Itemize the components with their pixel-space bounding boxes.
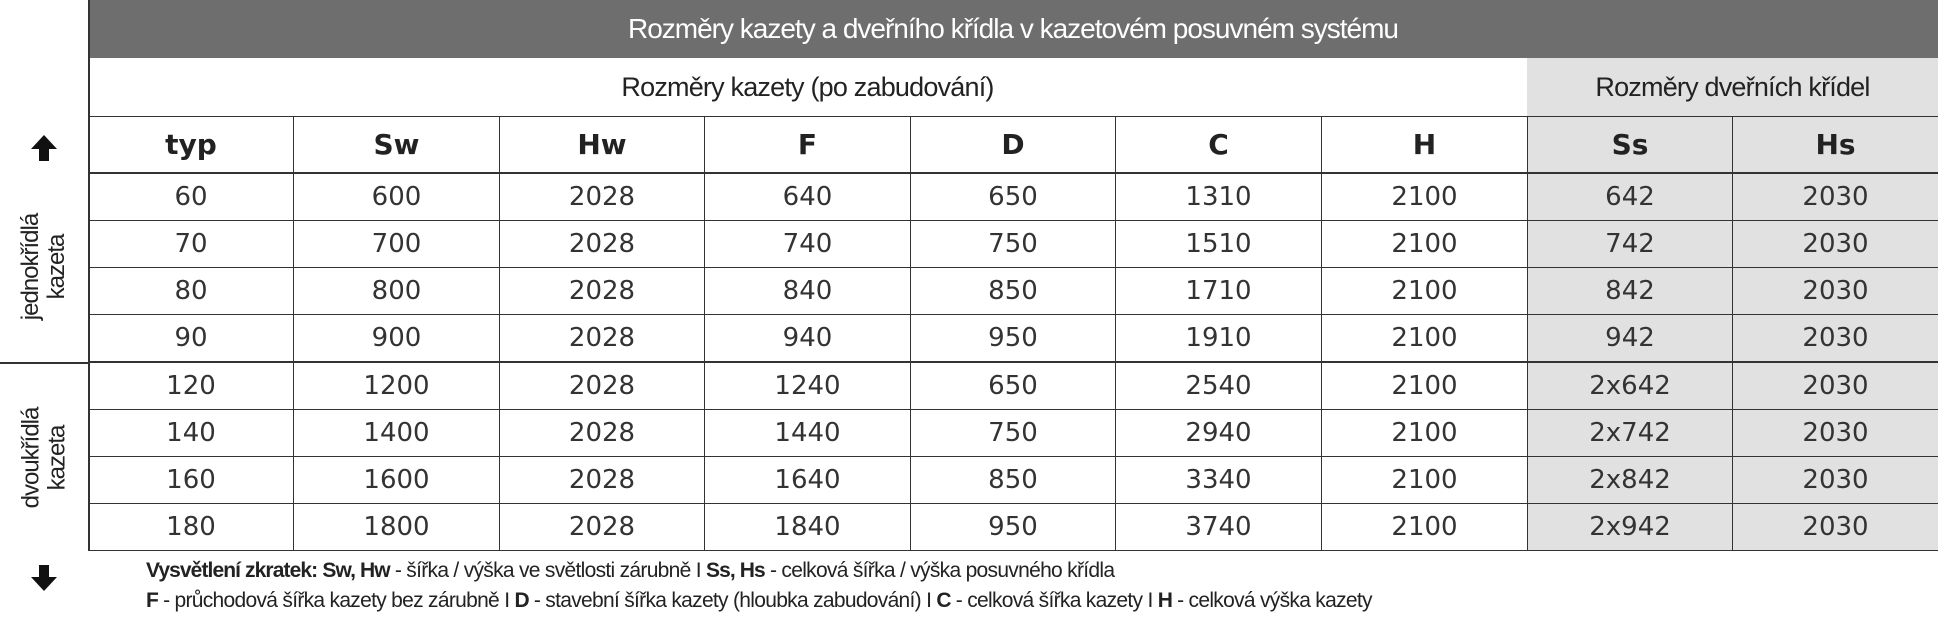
table-cell: 2028 bbox=[500, 410, 705, 457]
table-cell: 2028 bbox=[500, 504, 705, 551]
notes-separator: I bbox=[1147, 589, 1153, 612]
table-cell: 1710 bbox=[1116, 268, 1322, 315]
table-cell: 3740 bbox=[1116, 504, 1322, 551]
table-cell: 2100 bbox=[1322, 362, 1528, 410]
column-header-row bbox=[89, 117, 1938, 174]
table-cell: 2028 bbox=[500, 362, 705, 410]
table-cell: 2100 bbox=[1322, 268, 1528, 315]
table-cell: 2x742 bbox=[1528, 410, 1733, 457]
table-cell: 940 bbox=[705, 315, 911, 363]
table-cell: 1840 bbox=[705, 504, 911, 551]
table-cell: 2030 bbox=[1733, 362, 1938, 410]
column-header-ss: Ss bbox=[1528, 117, 1733, 174]
table-cell: 1910 bbox=[1116, 315, 1322, 363]
table-cell: 2030 bbox=[1733, 173, 1938, 221]
table-row bbox=[89, 504, 1938, 551]
group-label-single-line1: jednokřídlá bbox=[17, 213, 45, 321]
table-cell: 180 bbox=[89, 504, 294, 551]
table-cell: 160 bbox=[89, 457, 294, 504]
table-cell: 3340 bbox=[1116, 457, 1322, 504]
table-cell: 90 bbox=[89, 315, 294, 363]
table-cell: 1400 bbox=[294, 410, 500, 457]
table-cell: 950 bbox=[911, 315, 1116, 363]
group-label-single bbox=[0, 172, 88, 362]
table-cell: 950 bbox=[911, 504, 1116, 551]
notes-key-c: C bbox=[936, 589, 951, 612]
table-cell: 2030 bbox=[1733, 315, 1938, 363]
notes-key-ss-hs: Ss, Hs bbox=[706, 559, 765, 582]
table-cell: 1440 bbox=[705, 410, 911, 457]
group-label-double-line2: kazeta bbox=[43, 425, 71, 491]
notes-key-sw-hw: Sw, Hw bbox=[322, 559, 390, 582]
notes-text-f: - průchodová šířka kazety bez zárubně bbox=[163, 589, 500, 612]
table-cell: 1510 bbox=[1116, 221, 1322, 268]
table-cell: 640 bbox=[705, 173, 911, 221]
table-cell: 1600 bbox=[294, 457, 500, 504]
table-cell: 1310 bbox=[1116, 173, 1322, 221]
table-cell: 1800 bbox=[294, 504, 500, 551]
column-header-typ: typ bbox=[89, 117, 294, 174]
table-cell: 800 bbox=[294, 268, 500, 315]
table-cell: 70 bbox=[89, 221, 294, 268]
notes-key-d: D bbox=[514, 589, 529, 612]
notes-text-h: - celková výška kazety bbox=[1177, 589, 1372, 612]
table-cell: 2x642 bbox=[1528, 362, 1733, 410]
table-cell: 1240 bbox=[705, 362, 911, 410]
table-cell: 2940 bbox=[1116, 410, 1322, 457]
table-cell: 850 bbox=[911, 457, 1116, 504]
notes-line-1 bbox=[146, 556, 1926, 586]
table-row bbox=[89, 315, 1938, 363]
notes-separator: I bbox=[926, 589, 932, 612]
table-cell: 1200 bbox=[294, 362, 500, 410]
table-cell: 700 bbox=[294, 221, 500, 268]
group-label-double bbox=[0, 364, 88, 552]
table-cell: 140 bbox=[89, 410, 294, 457]
notes-line-2 bbox=[146, 586, 1926, 616]
table-cell: 80 bbox=[89, 268, 294, 315]
table-cell: 750 bbox=[911, 221, 1116, 268]
table-cell: 600 bbox=[294, 173, 500, 221]
table-row bbox=[89, 362, 1938, 410]
notes-text-sw-hw: - šířka / výška ve světlosti zárubně bbox=[394, 559, 691, 582]
notes-text-c: - celková šířka kazety bbox=[955, 589, 1143, 612]
table-cell: 750 bbox=[911, 410, 1116, 457]
notes-separator: I bbox=[695, 559, 701, 582]
table-cell: 2028 bbox=[500, 457, 705, 504]
dimensions-table bbox=[88, 116, 1938, 551]
table-row bbox=[89, 457, 1938, 504]
table-cell: 650 bbox=[911, 173, 1116, 221]
table-cell: 2030 bbox=[1733, 221, 1938, 268]
subheader-door-leaf-dimensions: Rozměry dveřních křídel bbox=[1527, 58, 1938, 116]
column-header-sw: Sw bbox=[294, 117, 500, 174]
table-cell: 120 bbox=[89, 362, 294, 410]
table-cell: 2030 bbox=[1733, 268, 1938, 315]
column-header-c: C bbox=[1116, 117, 1322, 174]
table-cell: 2028 bbox=[500, 221, 705, 268]
table-cell: 2030 bbox=[1733, 410, 1938, 457]
group-label-double-line1: dvoukřídlá bbox=[17, 407, 45, 509]
table-cell: 2028 bbox=[500, 173, 705, 221]
column-header-hs: Hs bbox=[1733, 117, 1938, 174]
table-cell: 2100 bbox=[1322, 457, 1528, 504]
abbreviation-notes bbox=[146, 556, 1926, 616]
table-cell: 840 bbox=[705, 268, 911, 315]
table-row bbox=[89, 410, 1938, 457]
table-cell: 1640 bbox=[705, 457, 911, 504]
table-cell: 900 bbox=[294, 315, 500, 363]
table-cell: 850 bbox=[911, 268, 1116, 315]
table-cell: 2540 bbox=[1116, 362, 1322, 410]
table-title: Rozměry kazety a dveřního křídla v kazetovém posuvném systému bbox=[88, 0, 1938, 58]
table-cell: 842 bbox=[1528, 268, 1733, 315]
table-cell: 650 bbox=[911, 362, 1116, 410]
table-cell: 740 bbox=[705, 221, 911, 268]
table-cell: 2x842 bbox=[1528, 457, 1733, 504]
column-header-f: F bbox=[705, 117, 911, 174]
notes-text-d: - stavební šířka kazety (hloubka zabudování) bbox=[533, 589, 921, 612]
column-header-hw: Hw bbox=[500, 117, 705, 174]
column-header-h: H bbox=[1322, 117, 1528, 174]
group-label-single-line2: kazeta bbox=[43, 234, 71, 300]
table-cell: 2100 bbox=[1322, 504, 1528, 551]
notes-key-f: F bbox=[146, 589, 158, 612]
arrow-up-icon bbox=[26, 130, 62, 166]
table-cell: 742 bbox=[1528, 221, 1733, 268]
table-cell: 2100 bbox=[1322, 315, 1528, 363]
table-row bbox=[89, 173, 1938, 221]
notes-key-h: H bbox=[1157, 589, 1172, 612]
arrow-down-icon bbox=[26, 560, 62, 596]
notes-lead: Vysvětlení zkratek: bbox=[146, 559, 318, 582]
table-cell: 60 bbox=[89, 173, 294, 221]
table-cell: 2100 bbox=[1322, 410, 1528, 457]
notes-separator: I bbox=[504, 589, 510, 612]
table-cell: 2030 bbox=[1733, 504, 1938, 551]
table-cell: 2x942 bbox=[1528, 504, 1733, 551]
table-row bbox=[89, 268, 1938, 315]
notes-text-ss-hs: - celková šířka / výška posuvného křídla bbox=[769, 559, 1115, 582]
column-header-d: D bbox=[911, 117, 1116, 174]
table-row bbox=[89, 221, 1938, 268]
table-cell: 2028 bbox=[500, 268, 705, 315]
table-cell: 942 bbox=[1528, 315, 1733, 363]
table-cell: 2100 bbox=[1322, 221, 1528, 268]
table-cell: 2030 bbox=[1733, 457, 1938, 504]
table-cell: 2028 bbox=[500, 315, 705, 363]
table-cell: 2100 bbox=[1322, 173, 1528, 221]
subheader-cassette-dimensions: Rozměry kazety (po zabudování) bbox=[621, 71, 994, 102]
table-cell: 642 bbox=[1528, 173, 1733, 221]
